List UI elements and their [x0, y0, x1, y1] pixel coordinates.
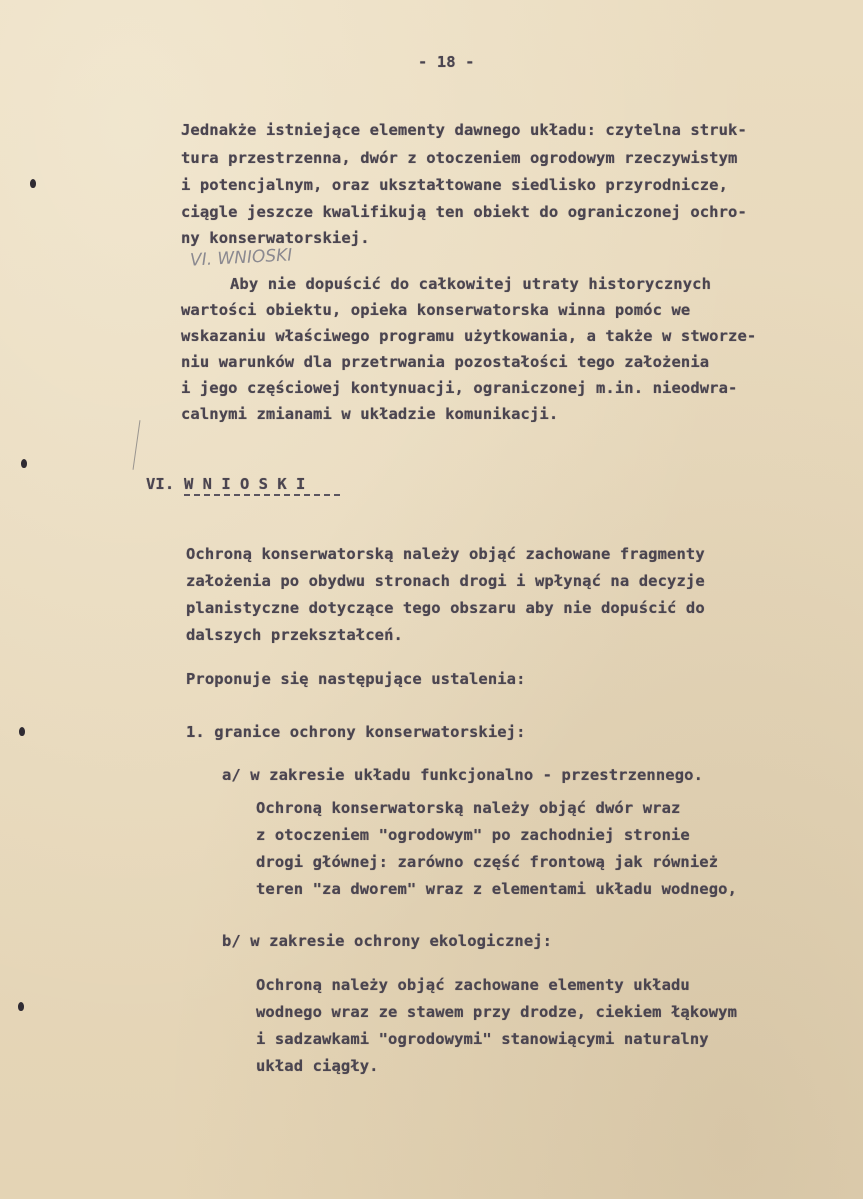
pencil-mark [133, 420, 141, 470]
paragraph-1-line-2: tura przestrzenna, dwór z otoczeniem ogrodowym rzeczywistym [181, 149, 738, 167]
paragraph-2-line-2: wartości obiektu, opieka konserwatorska winna pomóc we [181, 301, 691, 319]
list-item-1b-line-1: Ochroną należy objąć zachowane elementy układu [256, 976, 690, 994]
paragraph-3-line-2: założenia po obydwu stronach drogi i wpłynąć na decyzje [186, 572, 705, 590]
paragraph-1-line-3: i potencjalnym, oraz ukształtowane siedlisko przyrodnicze, [181, 176, 729, 194]
list-item-1a-line-3: drogi głównej: zarówno część frontową jak również [256, 853, 719, 871]
paragraph-1-line-4: ciągle jeszcze kwalifikują ten obiekt do ograniczonej ochro- [181, 203, 747, 221]
margin-hole-mark [21, 459, 27, 468]
paragraph-1-line-5: ny konserwatorskiej. [181, 229, 370, 247]
list-item-1a-line-1: Ochroną konserwatorską należy objąć dwór wraz [256, 799, 681, 817]
paragraph-3-line-1: Ochroną konserwatorską należy objąć zachowane fragmenty [186, 545, 705, 563]
handwritten-note: VI. WNIOSKI [189, 245, 293, 271]
paragraph-2-line-6: calnymi zmianami w układzie komunikacji. [181, 405, 559, 423]
list-item-1a-heading: a/ w zakresie układu funkcjonalno - przestrzennego. [222, 766, 704, 784]
paragraph-1-line-1: Jednakże istniejące elementy dawnego układu: czytelna struk- [181, 121, 747, 139]
paragraph-3-line-4: dalszych przekształceń. [186, 626, 403, 644]
list-item-1b-line-4: układ ciągły. [256, 1057, 379, 1075]
proposal-intro: Proponuje się następujące ustalenia: [186, 670, 526, 688]
paragraph-3-line-3: planistyczne dotyczące tego obszaru aby nie dopuścić do [186, 599, 705, 617]
list-item-1: 1. granice ochrony konserwatorskiej: [186, 723, 526, 741]
paragraph-2-line-4: niu warunków dla przetrwania pozostałości tego założenia [181, 353, 710, 371]
paragraph-2-line-1: Aby nie dopuścić do całkowitej utraty historycznych [230, 275, 712, 293]
margin-hole-mark [18, 1002, 24, 1011]
paragraph-2-line-5: i jego częściowej kontynuacji, ograniczonej m.in. nieodwra- [181, 379, 738, 397]
list-item-1a-line-2: z otoczeniem "ogrodowym" po zachodniej stronie [256, 826, 690, 844]
section-heading-number: VI. [146, 475, 175, 493]
list-item-1a-line-4: teren "za dworem" wraz z elementami układu wodnego, [256, 880, 738, 898]
paragraph-2-line-3: wskazaniu właściwego programu użytkowania, a także w stworze- [181, 327, 757, 345]
page-number: - 18 - [418, 53, 475, 71]
section-heading-title: W N I O S K I [184, 475, 306, 493]
list-item-1b-line-2: wodnego wraz ze stawem przy drodze, ciekiem łąkowym [256, 1003, 738, 1021]
margin-hole-mark [30, 179, 36, 188]
list-item-1b-line-3: i sadzawkami "ogrodowymi" stanowiącymi naturalny [256, 1030, 709, 1048]
section-heading-underline [184, 494, 340, 496]
list-item-1b-heading: b/ w zakresie ochrony ekologicznej: [222, 932, 553, 950]
margin-hole-mark [19, 727, 25, 736]
